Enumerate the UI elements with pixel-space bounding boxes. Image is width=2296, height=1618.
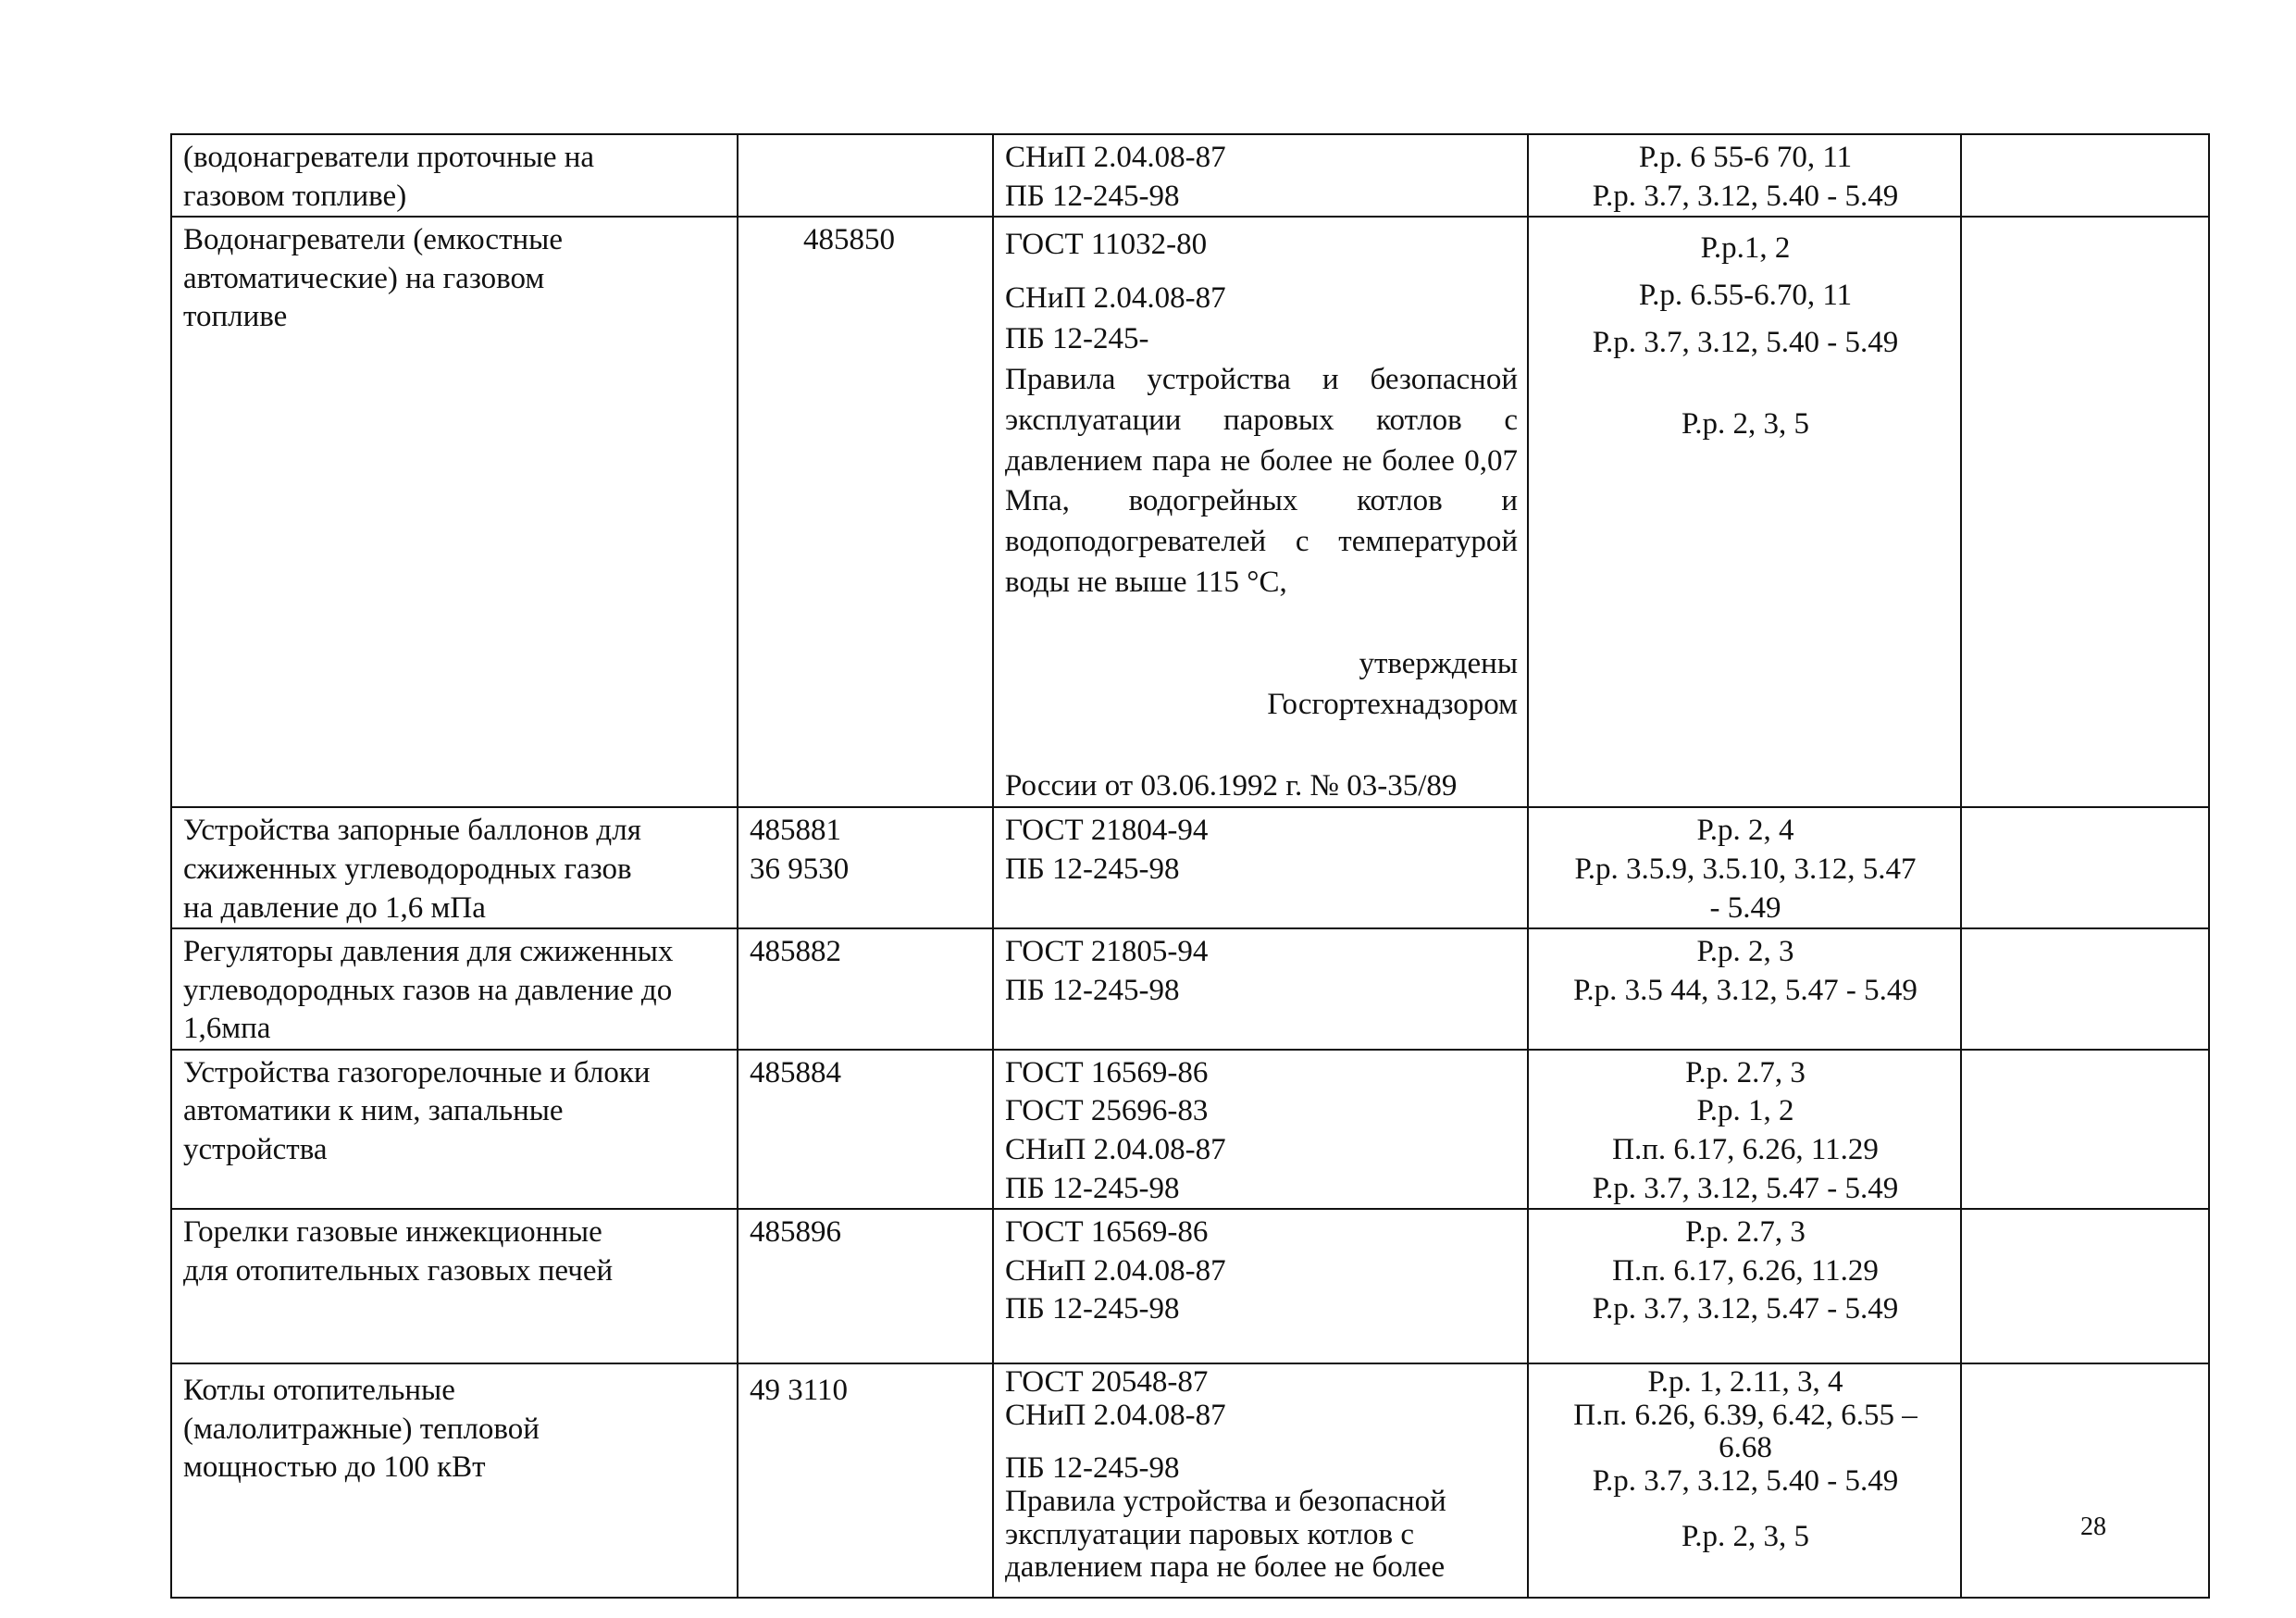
product-code-cell: 49 3110 xyxy=(738,1363,993,1598)
product-code-cell: 485882 xyxy=(738,928,993,1050)
normative-doc-cell: ГОСТ 21804-94 ПБ 12-245-98 xyxy=(993,807,1528,928)
normative-doc-cell: ГОСТ 20548-87 СНиП 2.04.08-87 ПБ 12-245-98 Правила устройства и безопасной эксплуатации паровых котлов с давлением пара не более не более xyxy=(993,1363,1528,1598)
table-row xyxy=(171,134,2209,217)
standards-table xyxy=(170,133,2210,1599)
product-code-cell: 485896 xyxy=(738,1209,993,1363)
clause-ref-cell: Р.р.1, 2 Р.р. 6.55-6.70, 11 Р.р. 3.7, 3.12, 5.40 - 5.49 Р.р. 2, 3, 5 xyxy=(1528,217,1961,807)
clause-ref-cell: Р.р. 2, 4 Р.р. 3.5.9, 3.5.10, 3.12, 5.47 - 5.49 xyxy=(1528,807,1961,928)
notes-cell xyxy=(1961,928,2209,1050)
product-name-cell: Котлы отопительные (малолитражные) тепловой мощностью до 100 кВт xyxy=(171,1363,738,1598)
notes-cell xyxy=(1961,807,2209,928)
table-row xyxy=(171,1363,2209,1598)
product-name-cell: Горелки газовые инжекционные для отопительных газовых печей xyxy=(171,1209,738,1363)
clause-ref-cell: Р.р. 2, 3 Р.р. 3.5 44, 3.12, 5.47 - 5.49 xyxy=(1528,928,1961,1050)
product-name-cell: Регуляторы давления для сжиженных углеводородных газов на давление до 1,6мпа xyxy=(171,928,738,1050)
notes-cell xyxy=(1961,1209,2209,1363)
product-name-cell: Устройства запорные баллонов для сжиженных углеводородных газов на давление до 1,6 мПа xyxy=(171,807,738,928)
table-row xyxy=(171,1050,2209,1209)
normative-doc-cell: ГОСТ 11032-80 СНиП 2.04.08-87 ПБ 12-245- Правила устройства и безопасной эксплуатации паровых котлов с давлением пара не более не более 0,07 Мпа, водогрейных котлов и водоподогревателей с температурой воды не выше 115 °С, утверждены Госгортехнадзором России от 03.06.1992 г. № 03-35/89 xyxy=(993,217,1528,807)
notes-cell xyxy=(1961,1363,2209,1598)
clause-ref-cell: Р.р. 1, 2.11, 3, 4 П.п. 6.26, 6.39, 6.42, 6.55 – 6.68 Р.р. 3.7, 3.12, 5.40 - 5.49 Р.р. 2, 3, 5 xyxy=(1528,1363,1961,1598)
normative-doc-cell: ГОСТ 21805-94 ПБ 12-245-98 xyxy=(993,928,1528,1050)
table-row xyxy=(171,807,2209,928)
product-name-cell: Водонагреватели (емкостные автоматические) на газовом топливе xyxy=(171,217,738,807)
table-row xyxy=(171,928,2209,1050)
product-code-cell xyxy=(738,134,993,217)
product-code-cell: 485884 xyxy=(738,1050,993,1209)
product-name-cell: Устройства газогорелочные и блоки автоматики к ним, запальные устройства xyxy=(171,1050,738,1209)
product-code-cell: 485850 xyxy=(738,217,993,807)
clause-ref-cell: Р.р. 6 55-6 70, 11 Р.р. 3.7, 3.12, 5.40 - 5.49 xyxy=(1528,134,1961,217)
clause-ref-cell: Р.р. 2.7, 3 П.п. 6.17, 6.26, 11.29 Р.р. 3.7, 3.12, 5.47 - 5.49 xyxy=(1528,1209,1961,1363)
product-name-cell: (водонагреватели проточные на газовом топливе) xyxy=(171,134,738,217)
product-code-cell: 485881 36 9530 xyxy=(738,807,993,928)
notes-cell xyxy=(1961,217,2209,807)
page-number: 28 xyxy=(2080,1512,2106,1541)
table-row xyxy=(171,1209,2209,1363)
notes-cell xyxy=(1961,1050,2209,1209)
normative-doc-cell: ГОСТ 16569-86 СНиП 2.04.08-87 ПБ 12-245-98 xyxy=(993,1209,1528,1363)
normative-doc-cell: СНиП 2.04.08-87 ПБ 12-245-98 xyxy=(993,134,1528,217)
normative-doc-cell: ГОСТ 16569-86 ГОСТ 25696-83 СНиП 2.04.08-87 ПБ 12-245-98 xyxy=(993,1050,1528,1209)
table-row xyxy=(171,217,2209,807)
clause-ref-cell: Р.р. 2.7, 3 Р.р. 1, 2 П.п. 6.17, 6.26, 11.29 Р.р. 3.7, 3.12, 5.47 - 5.49 xyxy=(1528,1050,1961,1209)
notes-cell xyxy=(1961,134,2209,217)
